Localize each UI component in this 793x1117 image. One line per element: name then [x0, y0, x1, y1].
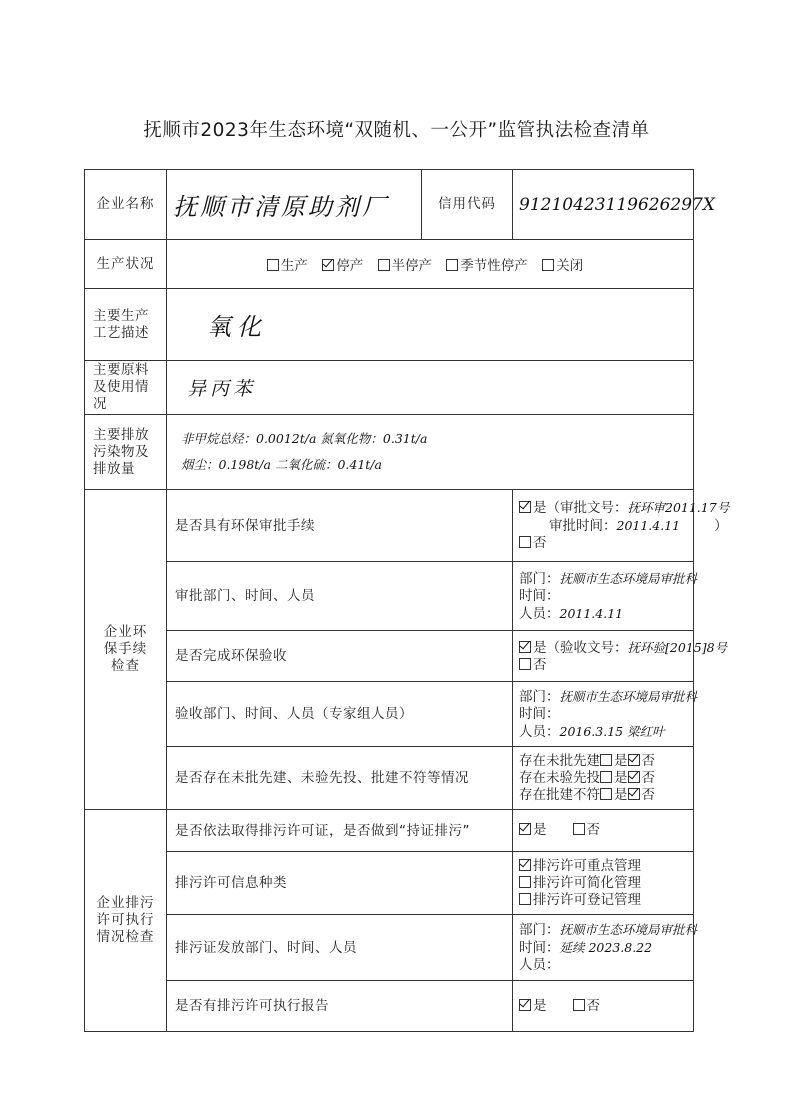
no-checkbox-checked-icon[interactable]: [628, 754, 640, 766]
env-acceptance-row: [85, 631, 694, 682]
no-checkbox-checked-icon[interactable]: [628, 788, 640, 800]
materials-row: [85, 361, 694, 415]
env-approval-dept-row: [85, 562, 694, 631]
production-label: 生产状况: [85, 240, 167, 289]
process-label: 主要生产工艺描述: [85, 289, 167, 361]
question-env-acceptance: 是否完成环保验收: [167, 631, 513, 682]
yes-checkbox-icon[interactable]: [600, 771, 612, 783]
question-permit-report: 是否有排污许可执行报告: [167, 981, 513, 1032]
pollutants-value: [167, 415, 694, 490]
answer-permit-type: [513, 852, 694, 915]
page-title: 抚顺市2023年生态环境“双随机、一公开”监管执法检查清单: [143, 120, 650, 141]
no-checkbox-icon[interactable]: [519, 658, 531, 670]
process-row: [85, 289, 694, 361]
answer-env-violation: [513, 747, 694, 810]
question-approval-dept: 审批部门、时间、人员: [167, 562, 513, 631]
pollutants-line-1: 非甲烷总烃：0.0012t/a 氮氧化物：0.31t/a: [181, 431, 428, 446]
checkbox-icon: [542, 259, 554, 271]
option-production[interactable]: 生产: [267, 258, 308, 274]
env-approval-row: [85, 490, 694, 562]
yes-checkbox-icon[interactable]: [600, 788, 612, 800]
credit-code-label: 信用代码: [422, 170, 513, 240]
question-permit-type: 排污许可信息种类: [167, 852, 513, 915]
env-violation-row: [85, 747, 694, 810]
no-checkbox-icon[interactable]: [573, 999, 585, 1011]
violation-item: 存在批建不符 是 否: [519, 786, 655, 803]
pollutants-row: [85, 415, 694, 490]
process-value: 氧化: [167, 289, 694, 361]
permit-dept-row: [85, 915, 694, 981]
violation-item: 存在未批先建 是 否: [519, 752, 655, 769]
checkbox-checked-icon: [519, 859, 531, 871]
question-permit-obtained: 是否依法取得排污许可证，是否做到“持证排污”: [167, 810, 513, 852]
company-row: [85, 170, 694, 240]
question-env-violation: 是否存在未批先建、未验先投、批建不符等情况: [167, 747, 513, 810]
question-acceptance-dept: 验收部门、时间、人员（专家组人员）: [167, 682, 513, 747]
permit-option-simplified[interactable]: 排污许可简化管理: [519, 875, 687, 892]
permit-option-registration[interactable]: 排污许可登记管理: [519, 892, 687, 909]
checkbox-icon: [519, 893, 531, 905]
permit-option-key[interactable]: 排污许可重点管理: [519, 858, 687, 875]
yes-checkbox-checked-icon[interactable]: [519, 999, 531, 1011]
answer-approval-dept: 部门：抚顺市生态环境局审批科 时间： 人员：2011.4.11: [513, 562, 694, 631]
checkbox-icon: [446, 259, 458, 271]
no-checkbox-icon[interactable]: [573, 823, 585, 835]
permit-section-label: 企业排污许可执行情况检查: [85, 810, 167, 1032]
pollutants-line-2: 烟尘：0.198t/a 二氧化硫：0.41t/a: [181, 457, 382, 472]
yes-checkbox-icon[interactable]: [600, 754, 612, 766]
option-closed[interactable]: 关闭: [542, 258, 583, 274]
yes-checkbox-icon[interactable]: [519, 641, 531, 653]
answer-permit-obtained: 是 否: [513, 810, 694, 852]
yes-checkbox-checked-icon[interactable]: [519, 823, 531, 835]
pollutants-label: 主要排放污染物及排放量: [85, 415, 167, 490]
env-acceptance-dept-row: [85, 682, 694, 747]
no-checkbox-icon[interactable]: [519, 536, 531, 548]
yes-checkbox-icon[interactable]: [519, 501, 531, 513]
materials-value: 异丙苯: [167, 361, 694, 415]
answer-acceptance-dept: 部门：抚顺市生态环境局审批科 时间： 人员：2016.3.15 梁红叶: [513, 682, 694, 747]
permit-report-row: [85, 981, 694, 1032]
production-options: [167, 240, 694, 289]
no-checkbox-checked-icon[interactable]: [628, 771, 640, 783]
inspection-table: [84, 169, 730, 1032]
answer-permit-dept: 部门：抚顺市生态环境局审批科 时间：延续 2023.8.22 人员：: [513, 915, 694, 981]
answer-env-approval: 是（审批文号：抚环审2011.17号 审批时间：2011.4.11 ） 否: [513, 490, 694, 562]
permit-type-row: [85, 852, 694, 915]
question-permit-dept: 排污证发放部门、时间、人员: [167, 915, 513, 981]
option-half-stopped[interactable]: 半停产: [378, 258, 433, 274]
production-row: [85, 240, 694, 289]
option-seasonal-stopped[interactable]: 季节性停产: [446, 258, 528, 274]
violation-item: 存在未验先投 是 否: [519, 769, 655, 786]
option-stopped[interactable]: 停产: [322, 258, 363, 274]
credit-code-value: 91210423119626297X: [513, 170, 694, 240]
answer-env-acceptance: 是（验收文号：抚环验[2015]8号 否: [513, 631, 694, 682]
checkbox-icon: [267, 259, 279, 271]
materials-label: 主要原料及使用情况: [85, 361, 167, 415]
checkbox-checked-icon: [322, 259, 334, 271]
question-env-approval: 是否具有环保审批手续: [167, 490, 513, 562]
company-name-label: 企业名称: [85, 170, 167, 240]
checkbox-icon: [519, 876, 531, 888]
permit-obtained-row: [85, 810, 694, 852]
company-name-value: 抚顺市清原助剂厂: [167, 170, 422, 240]
checkbox-icon: [378, 259, 390, 271]
env-section-label: 企业环保手续检查: [85, 490, 167, 810]
answer-permit-report: 是 否: [513, 981, 694, 1032]
